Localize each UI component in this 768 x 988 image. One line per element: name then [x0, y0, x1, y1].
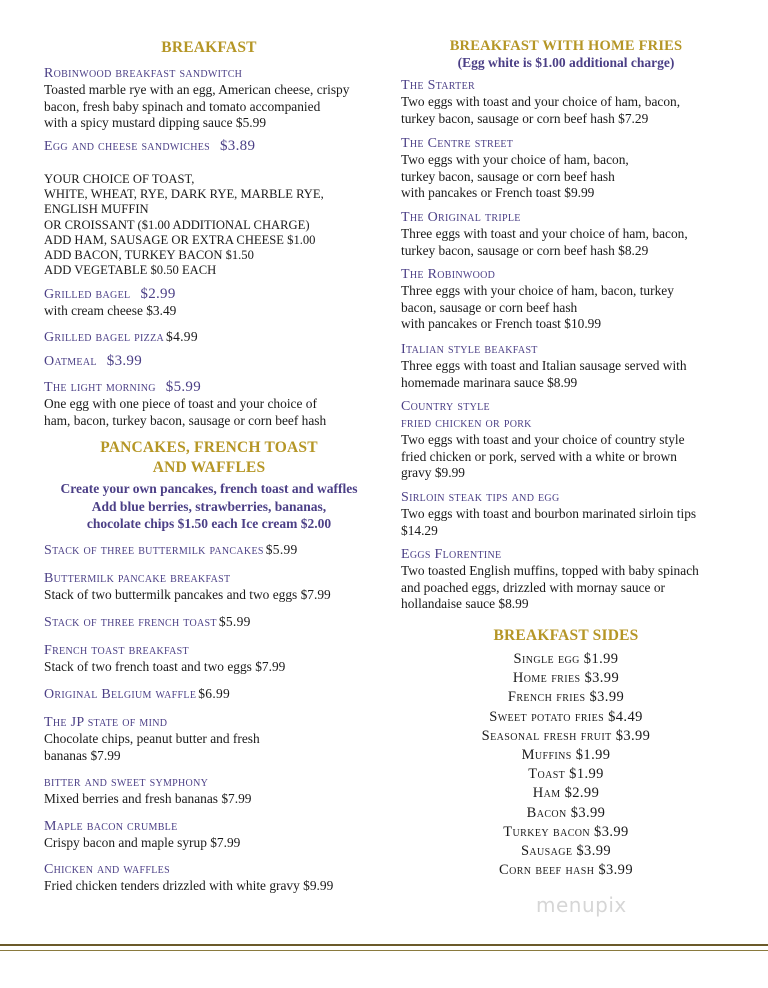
item-desc: Two eggs with toast and your choice of ham, bacon, turkey bacon, sausage or corn beef hash $7.29: [401, 94, 681, 126]
homefries-note: (Egg white is $1.00 additional charge): [457, 55, 675, 70]
menu-item: [44, 642, 374, 676]
item-name: Robinwood breakfast sandwitch: [44, 66, 243, 81]
item-name: The Original triple: [401, 210, 521, 225]
menu-item: [44, 818, 374, 852]
item-name: Chicken and waffles: [44, 862, 170, 877]
item-name: The Starter: [401, 78, 475, 93]
item-name: Oatmeal: [44, 354, 97, 369]
homefries-title: BREAKFAST WITH HOME FRIES: [449, 38, 683, 54]
item-desc: Two eggs with your choice of ham, bacon, turkey bacon, sausage or corn beef hash with pancakes or French toast $9.99: [401, 152, 629, 201]
item-price: $5.99: [265, 542, 298, 557]
menu-item: [44, 541, 374, 559]
item-desc: Three eggs with your choice of ham, bacon, turkey bacon, sausage or corn beef hash with pancakes or French toast $10.99: [401, 283, 674, 332]
item-desc: Two eggs with toast and bourbon marinated sirloin tips $14.29: [401, 506, 697, 538]
menu-item: [44, 138, 374, 155]
side-item: Seasonal fresh fruit $3.99: [481, 727, 651, 744]
item-price: $2.99: [140, 286, 176, 302]
item-price: $5.99: [218, 614, 251, 629]
menu-item: [44, 328, 374, 346]
menu-item: [401, 77, 731, 127]
item-name: Eggs Florentine: [401, 547, 502, 562]
menu-item: [401, 398, 731, 482]
breakfast-title: BREAKFAST: [161, 39, 257, 56]
item-name: Egg and cheese sandwiches: [44, 139, 210, 154]
item-name: Buttermilk pancake breakfast: [44, 571, 231, 586]
item-desc: Toasted marble rye with an egg, American cheese, crispy bacon, fresh baby spinach and tomato accompanied with a spicy mustard dipping sauce $5.99: [44, 82, 350, 131]
side-item: Bacon $3.99: [526, 804, 606, 821]
item-desc: Two eggs with toast and your choice of country style fried chicken or pork, served with a white or brown gravy $9.99: [401, 432, 685, 481]
side-item: Turkey bacon $3.99: [503, 823, 629, 840]
item-name: Stack of three buttermilk pancakes: [44, 543, 264, 558]
side-item: Sausage $3.99: [520, 843, 612, 860]
menu-item: [401, 489, 731, 539]
item-name: Original Belgium waffle: [44, 687, 197, 702]
side-item: French fries $3.99: [507, 689, 625, 706]
item-desc: Stack of two french toast and two eggs $7.99: [44, 659, 286, 674]
item-price: $4.99: [166, 329, 198, 344]
item-name: The Robinwood: [401, 267, 496, 282]
menu-item: [44, 379, 374, 429]
item-name: The light morning: [44, 380, 156, 395]
item-name: French toast breakfast: [44, 643, 189, 658]
item-desc: Three eggs with toast and your choice of ham, bacon, turkey bacon, sausage or corn beef hash $8.29: [401, 226, 688, 258]
menu-item: [401, 341, 731, 391]
menu-item: [44, 65, 374, 132]
side-item: Ham $2.99: [532, 785, 600, 802]
item-desc: Chocolate chips, peanut butter and fresh bananas $7.99: [44, 731, 260, 763]
watermark-logo: menupix: [536, 893, 627, 917]
item-desc: Stack of two buttermilk pancakes and two eggs $7.99: [44, 587, 331, 602]
menu-item: [44, 286, 374, 320]
sides-list: [401, 650, 731, 880]
pancakes-note: Create your own pancakes, french toast and waffles Add blue berries, strawberries, bananas, chocolate chips $1.50 each Ice cream $2.00: [60, 481, 358, 531]
side-item: Toast $1.99: [528, 766, 604, 783]
item-desc: Two toasted English muffins, topped with baby spinach and poached eggs, drizzled with mornay sauce or hollandaise sauce $8.99: [401, 563, 699, 612]
item-desc: with cream cheese $3.49: [44, 303, 177, 318]
item-price: $3.89: [220, 138, 256, 154]
sides-title: BREAKFAST SIDES: [493, 627, 639, 644]
menu-item: [401, 135, 731, 202]
side-item: Corn beef hash $3.99: [499, 862, 633, 879]
item-name: Sirloin steak tips and egg: [401, 490, 560, 505]
menu-item: [44, 685, 374, 703]
menu-item: [401, 546, 731, 613]
pancakes-title: PANCAKES, FRENCH TOAST AND WAFFLES: [100, 439, 318, 476]
item-price: $5.99: [165, 379, 202, 395]
side-item: Muffins $1.99: [521, 747, 611, 764]
menu-item: [44, 570, 374, 604]
menu-item: [44, 353, 374, 370]
menu-item: [44, 861, 374, 895]
item-name: Grilled bagel pizza: [44, 330, 165, 345]
side-item: Sweet potato fries $4.49: [489, 708, 643, 725]
toast-choices: YOUR CHOICE OF TOAST, WHITE, WHEAT, RYE, DARK RYE, MARBLE RYE, ENGLISH MUFFIN OR CROISSANT ($1.00 ADDITIONAL CHARGE) ADD HAM, SAUSAGE OR EXTRA CHEESE $1.00 ADD BACON, TURKEY BACON $1.50 ADD VEGETABLE $0.50 EACH: [44, 172, 324, 278]
menu-item: [44, 714, 374, 764]
item-name: Grilled bagel: [44, 287, 131, 302]
item-desc: Crispy bacon and maple syrup $7.99: [44, 835, 241, 850]
side-item: Single egg $1.99: [513, 651, 619, 667]
menu-item: [44, 774, 374, 808]
menu-item: [401, 209, 731, 259]
item-name-line2: fried chicken or pork: [401, 416, 532, 431]
item-name: Maple bacon crumble: [44, 819, 178, 834]
footer-rule-thin: [0, 950, 768, 951]
item-price: $6.99: [198, 686, 231, 701]
item-desc: Mixed berries and fresh bananas $7.99: [44, 791, 252, 806]
item-desc: Fried chicken tenders drizzled with white gravy $9.99: [44, 878, 334, 893]
footer-rule: [0, 944, 768, 946]
item-name: bitter and sweet symphony: [44, 775, 209, 790]
item-name: Country style: [401, 399, 490, 414]
item-desc: Three eggs with toast and Italian sausage served with homemade marinara sauce $8.99: [401, 358, 687, 390]
item-desc: One egg with one piece of toast and your choice of ham, bacon, turkey bacon, sausage or corn beef hash: [44, 396, 327, 428]
menu-item: [44, 613, 374, 631]
item-name: Italian style beakfast: [401, 342, 538, 357]
menu-item: [401, 266, 731, 333]
item-name: Stack of three french toast: [44, 615, 217, 630]
item-price: $3.99: [106, 353, 143, 369]
item-name: The JP state of mind: [44, 715, 168, 730]
item-name: The Centre street: [401, 136, 514, 151]
side-item: Home fries $3.99: [512, 670, 620, 687]
